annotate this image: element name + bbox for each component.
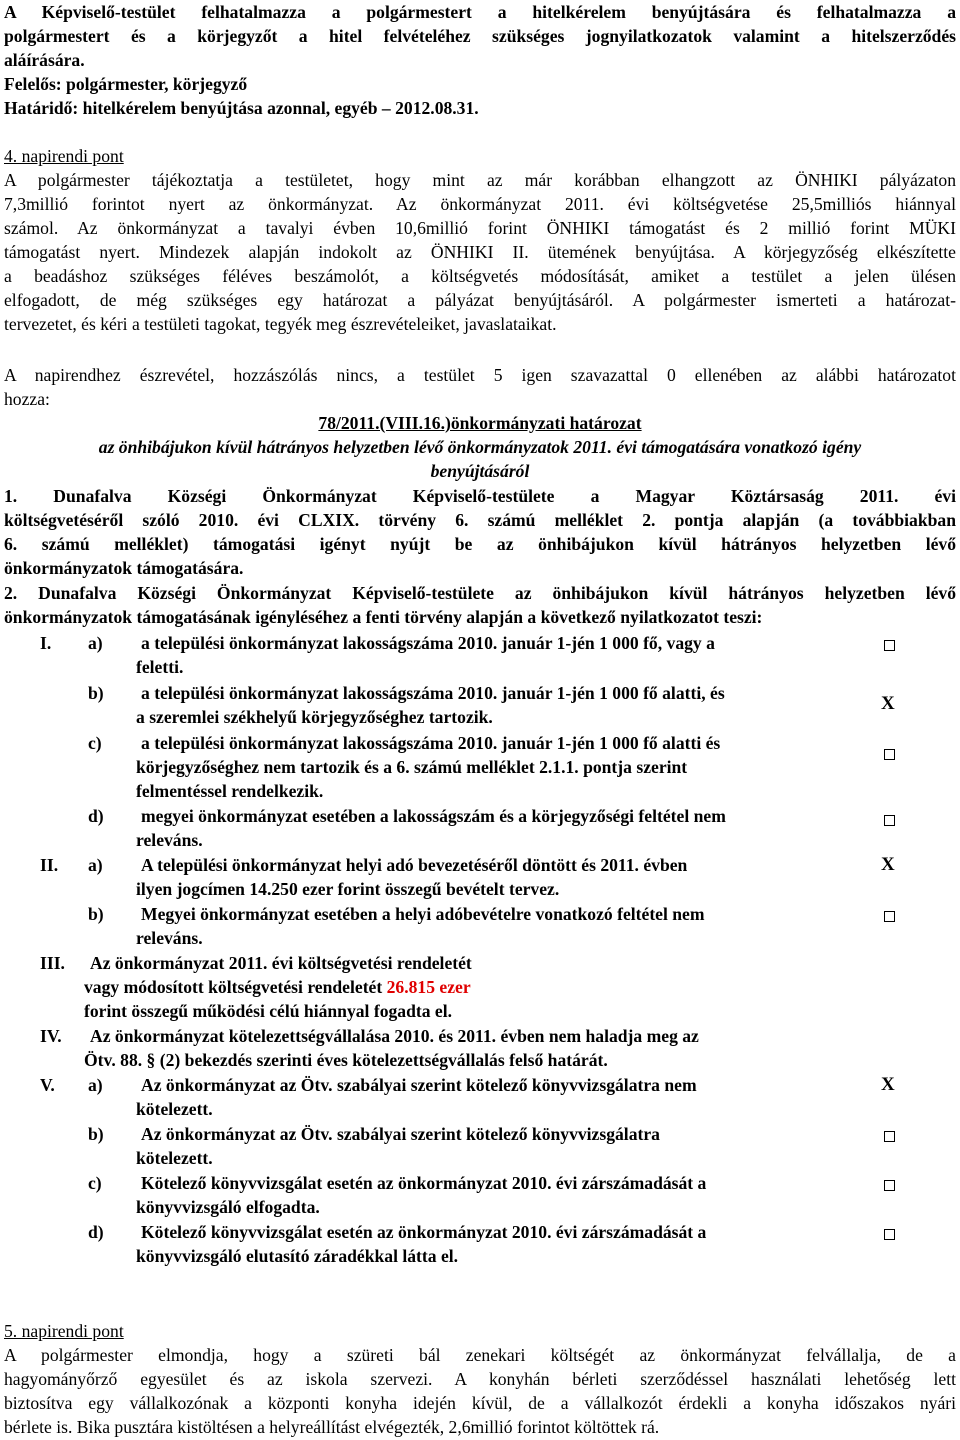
declaration-V-a-text: kötelezett. — [136, 1099, 213, 1119]
vote-line-1: A napirendhez észrevétel, hozzászólás nincs, a testület 5 igen szavazattal 0 ellenében az alábbi határozatot — [4, 365, 956, 385]
checkbox-I-a — [884, 640, 895, 651]
agenda-item-5-heading: 5. napirendi pont — [4, 1321, 124, 1341]
declaration-III-line-2-text: vagy módosított költségvetési rendeletét — [84, 977, 387, 997]
declaration-I-c-text: felmentéssel rendelkezik. — [136, 781, 324, 801]
item5-paragraph-line: biztosítva egy vállalkozónak a központi konyha idején kívül, de a vállalkozót érdekli a konyha időszakos nyári — [4, 1393, 956, 1413]
declaration-I-d-text: releváns. — [136, 830, 203, 850]
declaration-II-b-text: releváns. — [136, 928, 203, 948]
declaration-V-b-text: Az önkormányzat az Ötv. szabályai szerint kötelező könyvvizsgálatra — [141, 1124, 660, 1144]
point-1-line: önkormányzatok támogatására. — [4, 558, 244, 578]
declaration-V-c-label: c) — [88, 1173, 102, 1193]
declaration-V-c-text: Kötelező könyvvizsgálat esetén az önkormányzat 2010. évi zárszámadását a — [141, 1173, 707, 1193]
declaration-V-d-label: d) — [88, 1222, 104, 1242]
point-1-line: költségvetéséről szóló 2010. évi CLXIX. törvény 6. számú melléklet 2. pontja alapján (a továbbiakban — [4, 510, 956, 530]
declaration-V-d-text: Kötelező könyvvizsgálat esetén az önkormányzat 2010. évi zárszámadását a — [141, 1222, 707, 1242]
deficit-amount: 26.815 ezer — [386, 977, 471, 997]
declaration-V-a-label: a) — [88, 1075, 103, 1095]
checkbox-V-c — [884, 1180, 895, 1191]
declaration-I-b-text: a szeremlei székhelyű körjegyzőséghez tartozik. — [136, 707, 493, 727]
declaration-III-line-2 — [84, 975, 471, 999]
intro-line-1: A Képviselő-testület felhatalmazza a polgármestert a hitelkérelem benyújtására és felhatalmazza a — [4, 2, 956, 22]
check-mark-V-a: X — [881, 1074, 895, 1095]
declaration-I-d-text: megyei önkormányzat esetében a lakosságszám és a körjegyzőségi feltétel nem — [141, 806, 726, 826]
item5-paragraph-line: bérlete is. Bika pusztára kistöltésen a helyreállítást elvégezték, 2,6millió forintot költöttek rá. — [4, 1417, 660, 1437]
item4-paragraph-line: a beadáshoz szükséges féléves beszámolót, a költségvetés módosítását, amiket a testület a jelen ülésen — [4, 266, 956, 286]
point-1-line: 6. számú melléklet) támogatási igényt nyújt be az önhibájukon kívül hátrányos helyzetben lévő — [4, 534, 956, 554]
responsible-line: Felelős: polgármester, körjegyző — [4, 74, 248, 94]
item4-paragraph-line: támogatást nyert. Mindezek alapján indokolt az ÖNHIKI II. ütemének benyújtása. A körjegyzőség elkészítette — [4, 242, 956, 262]
deadline-line: Határidő: hitelkérelem benyújtása azonnal, egyéb – 2012.08.31. — [4, 98, 479, 118]
declaration-I-c-label: c) — [88, 733, 102, 753]
vote-line-2: hozza: — [4, 389, 50, 409]
intro-line-2: polgármestert és a körjegyzőt a hitel felvételéhez szükséges jognyilatkozatok valamint a hitelszerződés — [4, 26, 956, 46]
checkbox-II-b — [884, 911, 895, 922]
point-2-line: önkormányzatok támogatásának igényléséhez a fenti törvény alapján a következő nyilatkozatot teszi: — [4, 607, 763, 627]
declaration-II-a-text: A települési önkormányzat helyi adó bevezetéséről döntött és 2011. évben — [141, 855, 688, 875]
check-mark-I-b: X — [881, 693, 895, 714]
declaration-IV-line-2: Ötv. 88. § (2) bekezdés szerinti éves kötelezettségvállalás felső határát. — [84, 1050, 608, 1070]
checkbox-V-b — [884, 1131, 895, 1142]
intro-line-3: aláírására. — [4, 50, 85, 70]
declaration-I-a-text: feletti. — [136, 657, 184, 677]
item4-paragraph-line: számol. Az önkormányzat a tavalyi évben 10,6millió forint ÖNHIKI támogatást és 2 millió forint MÜKI — [4, 218, 956, 238]
declaration-I-label: I. — [40, 633, 52, 653]
declaration-IV-line-1: Az önkormányzat kötelezettségvállalása 2010. és 2011. évben nem haladja meg az — [90, 1026, 699, 1046]
item4-paragraph-line: elfogadott, de még szükséges egy határozat a pályázat benyújtásáról. A polgármester ismerteti a határozat- — [4, 290, 956, 310]
declaration-V-b-text: kötelezett. — [136, 1148, 213, 1168]
declaration-II-label: II. — [40, 855, 59, 875]
item4-paragraph-line: A polgármester tájékoztatja a testületet, hogy mint az már korábban elhangzott az ÖNHIKI pályázaton — [4, 170, 956, 190]
checkbox-I-c — [884, 749, 895, 760]
agenda-item-4-heading: 4. napirendi pont — [4, 146, 124, 166]
declaration-V-label: V. — [40, 1075, 55, 1095]
item5-paragraph-line: hagyományőrző egyesület és az iskola szervezi. A konyhán bérleti szerződéssel használati lehetőség lett — [4, 1369, 956, 1389]
declaration-I-d-label: d) — [88, 806, 104, 826]
declaration-III-line-1: Az önkormányzat 2011. évi költségvetési rendeletét — [90, 953, 472, 973]
declaration-II-a-label: a) — [88, 855, 103, 875]
declaration-V-d-text: könyvvizsgáló elutasító záradékkal látta el. — [136, 1246, 459, 1266]
check-mark-II-a: X — [881, 854, 895, 875]
declaration-I-c-text: a települési önkormányzat lakosságszáma 2010. január 1-jén 1 000 fő alatti és — [141, 733, 721, 753]
declaration-I-b-text: a települési önkormányzat lakosságszáma 2010. január 1-jén 1 000 fő alatti, és — [141, 683, 725, 703]
declaration-II-a-text: ilyen jogcímen 14.250 ezer forint összegű bevételt tervez. — [136, 879, 560, 899]
declaration-III-line-3: forint összegű működési célú hiánnyal fogadta el. — [84, 1001, 453, 1021]
declaration-V-a-text: Az önkormányzat az Ötv. szabályai szerint kötelező könyvvizsgálatra nem — [141, 1075, 697, 1095]
declaration-I-b-label: b) — [88, 683, 104, 703]
resolution-number: 78/2011.(VIII.16.)önkormányzati határozat — [318, 413, 642, 433]
declaration-I-a-text: a települési önkormányzat lakosságszáma 2010. január 1-jén 1 000 fő, vagy a — [141, 633, 715, 653]
declaration-I-a-label: a) — [88, 633, 103, 653]
declaration-V-c-text: könyvvizsgáló elfogadta. — [136, 1197, 320, 1217]
checkbox-I-d — [884, 815, 895, 826]
point-2-line: 2. Dunafalva Községi Önkormányzat Képviselő-testülete az önhibájukon kívül hátrányos helyzetben lévő — [4, 583, 956, 603]
checkbox-V-d — [884, 1229, 895, 1240]
resolution-subtitle-line-2: benyújtásáról — [430, 461, 530, 481]
point-1-line: 1. Dunafalva Községi Önkormányzat Képviselő-testülete a Magyar Köztársaság 2011. évi — [4, 486, 956, 506]
declaration-II-b-text: Megyei önkormányzat esetében a helyi adóbevételre vonatkozó feltétel nem — [141, 904, 705, 924]
item4-paragraph-line: tervezetet, és kéri a testületi tagokat, tegyék meg észrevételeiket, javaslataikat. — [4, 314, 557, 334]
declaration-III-label: III. — [40, 953, 65, 973]
declaration-I-c-text: körjegyzőséghez nem tartozik és a 6. számú melléklet 2.1.1. pontja szerint — [136, 757, 688, 777]
declaration-IV-label: IV. — [40, 1026, 62, 1046]
resolution-subtitle-line-1: az önhibájukon kívül hátrányos helyzetben lévő önkormányzatok 2011. évi támogatására vonatkozó igény — [98, 437, 862, 457]
item4-paragraph-line: 7,3millió forintot nyert az önkormányzat. Az önkormányzat 2011. évi költségvetése 25,5milliós hiánnyal — [4, 194, 956, 214]
declaration-V-b-label: b) — [88, 1124, 104, 1144]
item5-paragraph-line: A polgármester elmondja, hogy a szüreti bál zenekari költségét az önkormányzat felvállalja, de a — [4, 1345, 956, 1365]
declaration-II-b-label: b) — [88, 904, 104, 924]
